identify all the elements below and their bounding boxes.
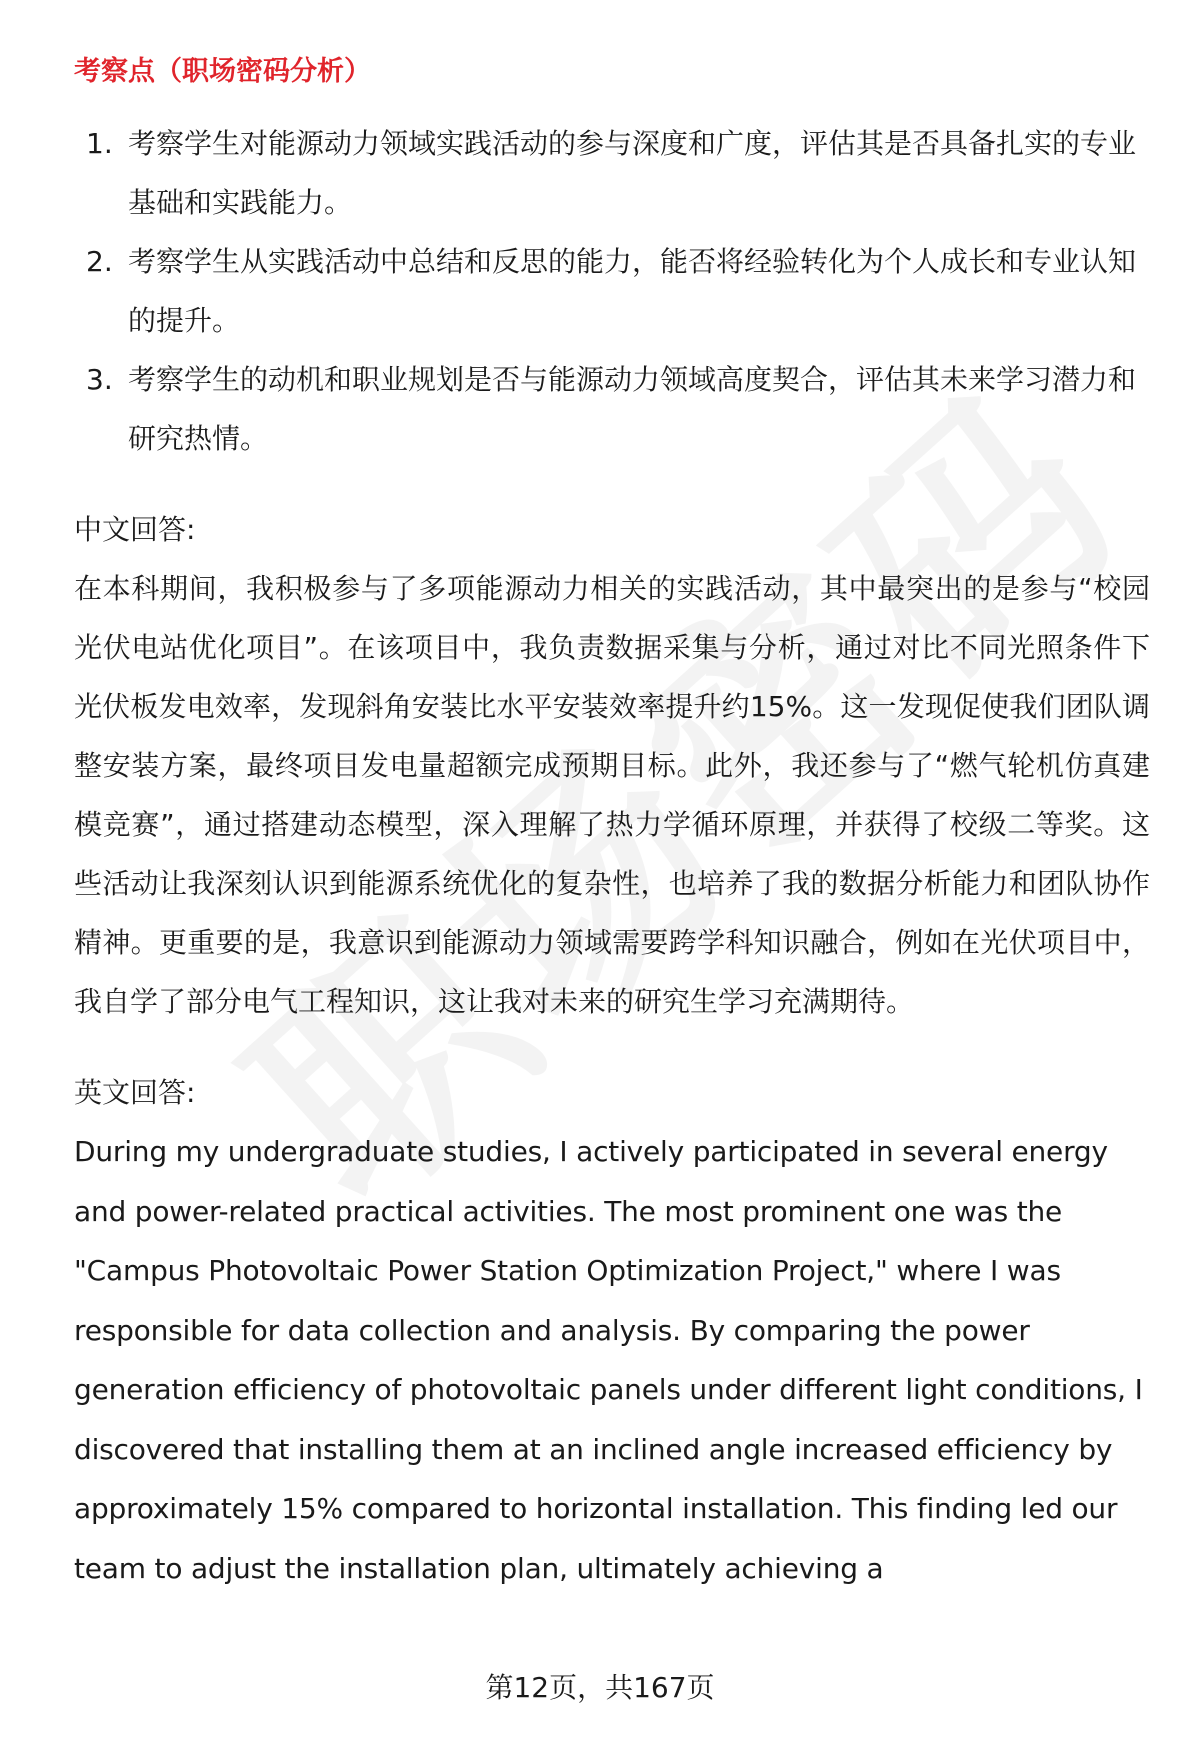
chinese-answer-label: 中文回答: — [74, 513, 196, 546]
list-item-number: 3. — [86, 363, 113, 396]
chinese-answer-paragraph: 在本科期间，我积极参与了多项能源动力相关的实践活动，其中最突出的是参与“校园光伏电站优化项目”。在该项目中，我负责数据采集与分析，通过对比不同光照条件下光伏板发电效率，发现斜角安装比水平安装效率提升约15%。这一发现促使我们团队调整安装方案，最终项目发电量超额完成预期目标。此外，我还参与了“燃气轮机仿真建模竞赛”，通过搭建动态模型，深入理解了热力学循环原理，并获得了校级二等奖。这些活动让我深刻认识到能源系统优化的复杂性，也培养了我的数据分析能力和团队协作精神。更重要的是，我意识到能源动力领域需要跨学科知识融合，例如在光伏项目中，我自学了部分电气工程知识，这让我对未来的研究生学习充满期待。 — [74, 572, 1150, 1018]
page-number-footer: 第12页，共167页 — [485, 1671, 715, 1704]
list-item — [74, 350, 1150, 468]
list-item-number: 1. — [86, 127, 113, 160]
english-answer-paragraph: During my undergraduate studies, I actively participated in several energy and power-related practical activities. The most prominent one was the "Campus Photovoltaic Power Station Optimization Project," where I was responsible for data collection and analysis. By comparing the power generation efficiency of photovoltaic panels under different light conditions, I discovered that installing them at an inclined angle increased efficiency by approximately 15% compared to horizontal installation. This finding led our team to adjust the installation plan, ultimately achieving a — [74, 1135, 1143, 1585]
english-answer-label: 英文回答: — [74, 1076, 196, 1109]
list-item-text: 考察学生从实践活动中总结和反思的能力，能否将经验转化为个人成长和专业认知的提升。 — [128, 245, 1137, 337]
section-title: 考察点（职场密码分析） — [74, 56, 371, 87]
list-item — [74, 114, 1150, 232]
list-item — [74, 232, 1150, 350]
list-item-text: 考察学生对能源动力领域实践活动的参与深度和广度，评估其是否具备扎实的专业基础和实践能力。 — [128, 127, 1137, 219]
assessment-points-list — [74, 114, 1150, 468]
list-item-number: 2. — [86, 245, 113, 278]
page-content — [74, 52, 1150, 1598]
list-item-text: 考察学生的动机和职业规划是否与能源动力领域高度契合，评估其未来学习潜力和研究热情。 — [128, 363, 1137, 455]
